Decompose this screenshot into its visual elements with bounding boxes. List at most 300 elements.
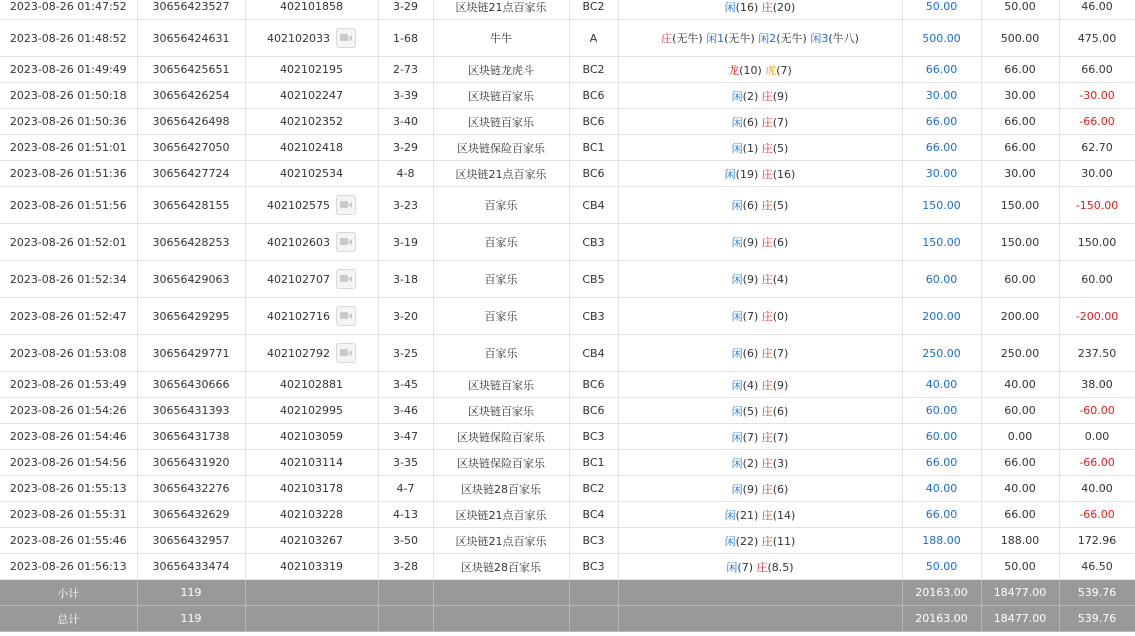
result-part: 闲 <box>724 0 736 14</box>
result-part: 庄 <box>761 534 773 548</box>
game-result-cell <box>618 398 902 424</box>
result-part: 庄 <box>661 32 673 45</box>
order-id-cell: 30656429295 <box>137 298 245 335</box>
game-type-cell: 区块链百家乐 <box>433 83 569 109</box>
order-id-cell: 30656431393 <box>137 398 245 424</box>
video-replay-icon[interactable] <box>336 269 356 289</box>
game-result-cell <box>618 224 902 261</box>
order-id-cell: 30656424631 <box>137 20 245 57</box>
summary-label: 总计 <box>0 606 137 632</box>
round-id-text: 402102575 <box>267 198 330 212</box>
game-type-cell: 区块链保险百家乐 <box>433 450 569 476</box>
win-loss-cell: -30.00 <box>1059 83 1135 109</box>
result-part: 庄 <box>761 236 773 249</box>
result-part: 庄 <box>761 508 773 522</box>
result-part: (6) <box>742 199 762 212</box>
table-code-cell: BC6 <box>569 109 618 135</box>
win-loss-cell: 38.00 <box>1059 372 1135 398</box>
result-part: 闲 <box>731 456 743 470</box>
round-id-text: 402102195 <box>280 63 343 76</box>
summary-empty-cell <box>378 580 433 606</box>
result-part: (6) <box>742 347 762 360</box>
video-replay-icon[interactable] <box>336 28 356 48</box>
result-part: (6) <box>772 404 789 418</box>
round-id-text: 402103228 <box>280 508 343 521</box>
game-result-cell <box>618 109 902 135</box>
result-part: 闲 <box>731 236 743 249</box>
win-loss-cell: 46.50 <box>1059 554 1135 580</box>
win-loss-cell: 46.00 <box>1059 0 1135 20</box>
result-part: 闲 <box>731 141 743 155</box>
valid-bet-cell: 30.00 <box>981 161 1059 187</box>
table-row <box>0 450 1135 476</box>
result-part: (3) <box>772 456 789 470</box>
round-id-cell <box>245 372 378 398</box>
order-id-cell: 30656423527 <box>137 0 245 20</box>
result-part: (9) <box>742 236 762 249</box>
video-replay-icon[interactable] <box>336 195 356 215</box>
bet-amount-cell: 66.00 <box>902 135 981 161</box>
win-loss-cell: -200.00 <box>1059 298 1135 335</box>
game-type-cell: 百家乐 <box>433 298 569 335</box>
summary-count: 119 <box>137 580 245 606</box>
result-part: (无牛) <box>776 32 811 45</box>
valid-bet-cell: 60.00 <box>981 261 1059 298</box>
result-part: 虎 <box>765 63 777 77</box>
bet-time-cell: 2023-08-26 01:50:36 <box>0 109 137 135</box>
table-row <box>0 187 1135 224</box>
valid-bet-cell: 250.00 <box>981 335 1059 372</box>
game-result-cell <box>618 372 902 398</box>
video-replay-icon[interactable] <box>336 232 356 252</box>
result-part: 庄 <box>761 273 773 286</box>
bet-amount-cell: 60.00 <box>902 261 981 298</box>
bet-amount-cell: 200.00 <box>902 298 981 335</box>
result-part: 庄 <box>761 404 773 418</box>
bet-amount-cell: 40.00 <box>902 372 981 398</box>
win-loss-cell: 60.00 <box>1059 261 1135 298</box>
order-id-cell: 30656427724 <box>137 161 245 187</box>
bet-amount-cell: 60.00 <box>902 424 981 450</box>
round-id-cell <box>245 83 378 109</box>
result-part: (7) <box>772 115 789 129</box>
bet-amount-cell: 150.00 <box>902 187 981 224</box>
table-row <box>0 109 1135 135</box>
result-part: (8.5) <box>767 560 794 574</box>
result-part: 闲 <box>731 482 743 496</box>
round-id-text: 402102352 <box>280 115 343 128</box>
summary-empty-cell <box>618 606 902 632</box>
order-id-cell: 30656428253 <box>137 224 245 261</box>
game-result-cell <box>618 57 902 83</box>
shoe-round-cell: 3-50 <box>378 528 433 554</box>
result-part: 闲1 <box>706 32 725 45</box>
round-id-cell <box>245 476 378 502</box>
table-row <box>0 261 1135 298</box>
bet-time-cell: 2023-08-26 01:47:52 <box>0 0 137 20</box>
result-part: (牛八) <box>828 32 859 45</box>
round-id-cell <box>245 0 378 20</box>
summary-empty-cell <box>433 580 569 606</box>
round-id-text: 402103114 <box>280 456 343 469</box>
result-part: (19) <box>735 167 762 181</box>
round-id-cell <box>245 20 378 57</box>
result-part: (4) <box>742 378 762 392</box>
round-id-cell <box>245 398 378 424</box>
bet-amount-cell: 30.00 <box>902 161 981 187</box>
result-part: (7) <box>776 63 792 77</box>
bet-amount-cell: 66.00 <box>902 109 981 135</box>
game-result-cell <box>618 83 902 109</box>
round-id-cell <box>245 554 378 580</box>
win-loss-cell: 237.50 <box>1059 335 1135 372</box>
table-row <box>0 554 1135 580</box>
table-code-cell: BC6 <box>569 372 618 398</box>
game-result-cell <box>618 476 902 502</box>
shoe-round-cell: 3-46 <box>378 398 433 424</box>
result-part: (5) <box>742 404 762 418</box>
result-part: (无牛) <box>724 32 759 45</box>
shoe-round-cell: 3-23 <box>378 187 433 224</box>
table-code-cell: BC2 <box>569 0 618 20</box>
table-row <box>0 528 1135 554</box>
bet-time-cell: 2023-08-26 01:50:18 <box>0 83 137 109</box>
shoe-round-cell: 3-29 <box>378 0 433 20</box>
valid-bet-cell: 0.00 <box>981 424 1059 450</box>
order-id-cell: 30656425651 <box>137 57 245 83</box>
valid-bet-cell: 66.00 <box>981 135 1059 161</box>
round-id-cell <box>245 450 378 476</box>
table-row <box>0 335 1135 372</box>
valid-bet-cell: 50.00 <box>981 554 1059 580</box>
bet-amount-cell: 30.00 <box>902 83 981 109</box>
table-row <box>0 502 1135 528</box>
result-part: 闲 <box>731 115 743 129</box>
result-part: (20) <box>772 0 796 14</box>
summary-valid-total: 18477.00 <box>981 580 1059 606</box>
win-loss-cell: 66.00 <box>1059 57 1135 83</box>
result-part: 闲 <box>724 534 736 548</box>
summary-empty-cell <box>618 580 902 606</box>
game-type-cell: 区块链百家乐 <box>433 398 569 424</box>
game-type-cell: 区块链28百家乐 <box>433 476 569 502</box>
bet-time-cell: 2023-08-26 01:53:08 <box>0 335 137 372</box>
summary-empty-cell <box>569 606 618 632</box>
shoe-round-cell: 3-18 <box>378 261 433 298</box>
table-code-cell: BC3 <box>569 528 618 554</box>
table-row <box>0 476 1135 502</box>
order-id-cell: 30656429771 <box>137 335 245 372</box>
game-result-cell <box>618 554 902 580</box>
game-result-cell <box>618 20 902 57</box>
result-part: 庄 <box>761 482 773 496</box>
summary-empty-cell <box>245 606 378 632</box>
result-part: (6) <box>772 482 789 496</box>
bet-time-cell: 2023-08-26 01:55:31 <box>0 502 137 528</box>
bet-amount-cell: 500.00 <box>902 20 981 57</box>
order-id-cell: 30656432957 <box>137 528 245 554</box>
table-row <box>0 372 1135 398</box>
valid-bet-cell: 66.00 <box>981 57 1059 83</box>
shoe-round-cell: 2-73 <box>378 57 433 83</box>
valid-bet-cell: 66.00 <box>981 109 1059 135</box>
win-loss-cell: 30.00 <box>1059 161 1135 187</box>
game-result-cell <box>618 450 902 476</box>
table-code-cell: CB3 <box>569 298 618 335</box>
bet-amount-cell: 50.00 <box>902 554 981 580</box>
bet-amount-cell: 60.00 <box>902 398 981 424</box>
table-code-cell: BC2 <box>569 57 618 83</box>
result-part: (16) <box>772 167 796 181</box>
round-id-text: 402103267 <box>280 534 343 547</box>
round-id-cell <box>245 335 378 372</box>
round-id-text: 402102247 <box>280 89 343 102</box>
game-type-cell: 区块链保险百家乐 <box>433 424 569 450</box>
game-type-cell: 百家乐 <box>433 261 569 298</box>
summary-bet-total: 20163.00 <box>902 606 981 632</box>
bet-time-cell: 2023-08-26 01:56:13 <box>0 554 137 580</box>
bet-amount-cell: 66.00 <box>902 502 981 528</box>
bet-time-cell: 2023-08-26 01:51:01 <box>0 135 137 161</box>
game-type-cell: 区块链保险百家乐 <box>433 135 569 161</box>
game-result-cell <box>618 528 902 554</box>
win-loss-cell: -60.00 <box>1059 398 1135 424</box>
summary-win-total: 539.76 <box>1059 580 1135 606</box>
result-part: (5) <box>772 199 789 212</box>
table-code-cell: CB4 <box>569 187 618 224</box>
bet-amount-cell: 66.00 <box>902 57 981 83</box>
round-id-text: 402102716 <box>267 309 330 323</box>
result-part: (7) <box>742 310 762 323</box>
order-id-cell: 30656428155 <box>137 187 245 224</box>
shoe-round-cell: 3-40 <box>378 109 433 135</box>
round-id-text: 402102418 <box>280 141 343 154</box>
summary-bet-total: 20163.00 <box>902 580 981 606</box>
table-row <box>0 424 1135 450</box>
valid-bet-cell: 188.00 <box>981 528 1059 554</box>
round-id-cell <box>245 424 378 450</box>
game-result-cell <box>618 135 902 161</box>
win-loss-cell: -66.00 <box>1059 502 1135 528</box>
game-result-cell <box>618 335 902 372</box>
game-result-cell <box>618 502 902 528</box>
order-id-cell: 30656431920 <box>137 450 245 476</box>
round-id-cell <box>245 224 378 261</box>
game-type-cell: 区块链21点百家乐 <box>433 161 569 187</box>
bet-amount-cell: 150.00 <box>902 224 981 261</box>
result-part: (7) <box>742 430 762 444</box>
result-part: (1) <box>742 141 762 155</box>
shoe-round-cell: 3-47 <box>378 424 433 450</box>
table-code-cell: A <box>569 20 618 57</box>
result-part: 闲 <box>731 310 743 323</box>
table-code-cell: BC6 <box>569 83 618 109</box>
result-part: 闲2 <box>758 32 777 45</box>
round-id-text: 402102707 <box>267 272 330 286</box>
valid-bet-cell: 150.00 <box>981 224 1059 261</box>
result-part: 庄 <box>761 347 773 360</box>
table-row <box>0 20 1135 57</box>
result-part: 闲 <box>731 404 743 418</box>
summary-empty-cell <box>569 580 618 606</box>
video-replay-icon[interactable] <box>336 343 356 363</box>
game-result-cell <box>618 161 902 187</box>
result-part: 闲 <box>724 508 736 522</box>
shoe-round-cell: 3-20 <box>378 298 433 335</box>
bet-time-cell: 2023-08-26 01:54:26 <box>0 398 137 424</box>
result-part: 闲 <box>731 273 743 286</box>
valid-bet-cell: 66.00 <box>981 450 1059 476</box>
result-part: (14) <box>772 508 796 522</box>
game-type-cell: 牛牛 <box>433 20 569 57</box>
table-row <box>0 224 1135 261</box>
table-code-cell: BC6 <box>569 398 618 424</box>
order-id-cell: 30656431738 <box>137 424 245 450</box>
game-type-cell: 百家乐 <box>433 187 569 224</box>
shoe-round-cell: 3-19 <box>378 224 433 261</box>
table-code-cell: CB4 <box>569 335 618 372</box>
game-type-cell: 区块链21点百家乐 <box>433 0 569 20</box>
bet-time-cell: 2023-08-26 01:48:52 <box>0 20 137 57</box>
shoe-round-cell: 3-35 <box>378 450 433 476</box>
order-id-cell: 30656427050 <box>137 135 245 161</box>
result-part: 庄 <box>761 141 773 155</box>
win-loss-cell: -150.00 <box>1059 187 1135 224</box>
shoe-round-cell: 1-68 <box>378 20 433 57</box>
result-part: 庄 <box>756 560 768 574</box>
game-result-cell <box>618 187 902 224</box>
result-part: 闲 <box>731 430 743 444</box>
game-type-cell: 区块链龙虎斗 <box>433 57 569 83</box>
shoe-round-cell: 4-13 <box>378 502 433 528</box>
result-part: 庄 <box>761 430 773 444</box>
shoe-round-cell: 4-7 <box>378 476 433 502</box>
win-loss-cell: 475.00 <box>1059 20 1135 57</box>
round-id-cell <box>245 135 378 161</box>
result-part: (11) <box>772 534 796 548</box>
valid-bet-cell: 30.00 <box>981 83 1059 109</box>
bet-time-cell: 2023-08-26 01:55:13 <box>0 476 137 502</box>
result-part: (5) <box>772 141 789 155</box>
summary-empty-cell <box>433 606 569 632</box>
shoe-round-cell: 3-28 <box>378 554 433 580</box>
bet-time-cell: 2023-08-26 01:53:49 <box>0 372 137 398</box>
round-id-cell <box>245 161 378 187</box>
result-part: (9) <box>742 482 762 496</box>
table-code-cell: BC1 <box>569 450 618 476</box>
round-id-cell <box>245 57 378 83</box>
table-row <box>0 83 1135 109</box>
game-result-cell <box>618 261 902 298</box>
table-row <box>0 298 1135 335</box>
summary-win-total: 539.76 <box>1059 606 1135 632</box>
game-type-cell: 区块链21点百家乐 <box>433 502 569 528</box>
game-result-cell <box>618 0 902 20</box>
result-part: (9) <box>742 273 762 286</box>
round-id-text: 402102995 <box>280 404 343 417</box>
round-id-text: 402102534 <box>280 167 343 180</box>
summary-count: 119 <box>137 606 245 632</box>
round-id-cell <box>245 298 378 335</box>
result-part: (10) <box>739 63 766 77</box>
result-part: 闲 <box>731 199 743 212</box>
valid-bet-cell: 40.00 <box>981 372 1059 398</box>
round-id-cell <box>245 502 378 528</box>
game-result-cell <box>618 298 902 335</box>
result-part: 庄 <box>761 378 773 392</box>
order-id-cell: 30656433474 <box>137 554 245 580</box>
shoe-round-cell: 3-45 <box>378 372 433 398</box>
round-id-cell <box>245 261 378 298</box>
bet-time-cell: 2023-08-26 01:55:46 <box>0 528 137 554</box>
shoe-round-cell: 3-25 <box>378 335 433 372</box>
table-row <box>0 57 1135 83</box>
order-id-cell: 30656432629 <box>137 502 245 528</box>
result-part: 闲 <box>731 347 743 360</box>
result-part: 庄 <box>761 89 773 103</box>
win-loss-cell: 0.00 <box>1059 424 1135 450</box>
game-type-cell: 区块链百家乐 <box>433 372 569 398</box>
table-row <box>0 135 1135 161</box>
result-part: (21) <box>735 508 762 522</box>
shoe-round-cell: 4-8 <box>378 161 433 187</box>
bet-time-cell: 2023-08-26 01:54:56 <box>0 450 137 476</box>
valid-bet-cell: 500.00 <box>981 20 1059 57</box>
game-type-cell: 区块链21点百家乐 <box>433 528 569 554</box>
result-part: 闲3 <box>810 32 829 45</box>
game-type-cell: 区块链百家乐 <box>433 109 569 135</box>
bet-amount-cell: 40.00 <box>902 476 981 502</box>
round-id-cell <box>245 528 378 554</box>
table-code-cell: BC2 <box>569 476 618 502</box>
result-part: (22) <box>735 534 762 548</box>
result-part: 庄 <box>761 199 773 212</box>
result-part: (2) <box>742 89 762 103</box>
table-code-cell: CB5 <box>569 261 618 298</box>
result-part: 闲 <box>731 378 743 392</box>
result-part: 庄 <box>761 0 773 14</box>
game-type-cell: 百家乐 <box>433 224 569 261</box>
bet-amount-cell: 188.00 <box>902 528 981 554</box>
table-code-cell: BC1 <box>569 135 618 161</box>
valid-bet-cell: 150.00 <box>981 187 1059 224</box>
order-id-cell: 30656430666 <box>137 372 245 398</box>
valid-bet-cell: 200.00 <box>981 298 1059 335</box>
result-part: (无牛) <box>672 32 707 45</box>
valid-bet-cell: 40.00 <box>981 476 1059 502</box>
order-id-cell: 30656426254 <box>137 83 245 109</box>
video-replay-icon[interactable] <box>336 306 356 326</box>
result-part: (6) <box>772 236 789 249</box>
order-id-cell: 30656426498 <box>137 109 245 135</box>
round-id-text: 402103178 <box>280 482 343 495</box>
summary-empty-cell <box>245 580 378 606</box>
table-code-cell: CB3 <box>569 224 618 261</box>
order-id-cell: 30656432276 <box>137 476 245 502</box>
result-part: 龙 <box>728 63 740 77</box>
round-id-cell <box>245 187 378 224</box>
result-part: (7) <box>737 560 757 574</box>
table-code-cell: BC6 <box>569 161 618 187</box>
table-row <box>0 161 1135 187</box>
shoe-round-cell: 3-39 <box>378 83 433 109</box>
bet-amount-cell: 50.00 <box>902 0 981 20</box>
result-part: 庄 <box>761 167 773 181</box>
bet-time-cell: 2023-08-26 01:49:49 <box>0 57 137 83</box>
summary-valid-total: 18477.00 <box>981 606 1059 632</box>
win-loss-cell: -66.00 <box>1059 109 1135 135</box>
subtotal-row <box>0 580 1135 606</box>
